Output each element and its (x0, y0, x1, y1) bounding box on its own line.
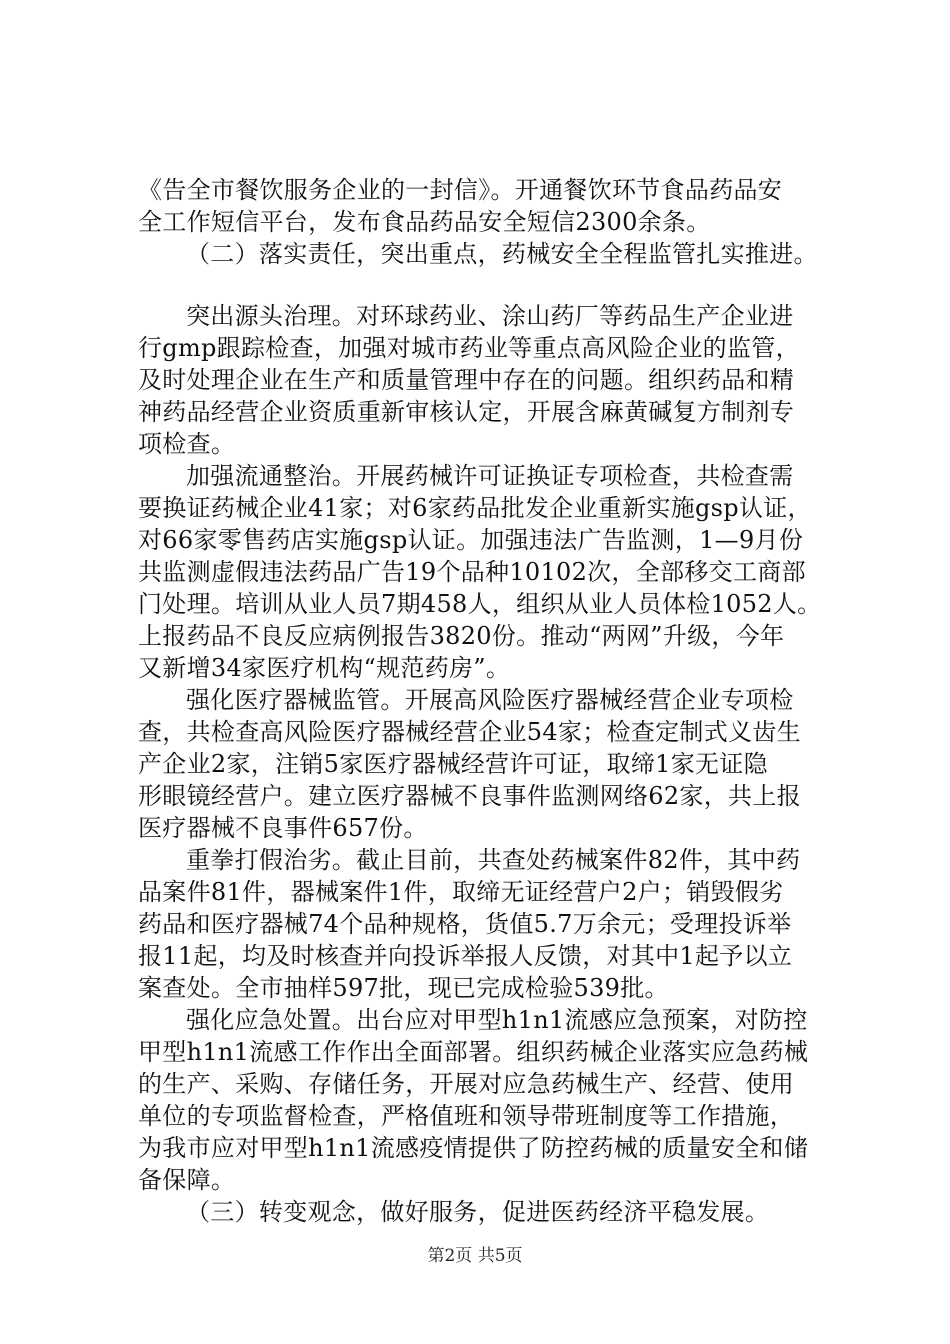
text-line: 形眼镜经营户。建立医疗器械不良事件监测网络62家，共上报 (138, 782, 801, 810)
text-line: 项检查。 (138, 430, 236, 458)
text-line: 全工作短信平台，发布食品药品安全短信2300余条。 (138, 208, 711, 236)
text-line: 案查处。全市抽样597批，现已完成检验539批。 (138, 974, 669, 1002)
text-line: 查，共检查高风险医疗器械经营企业54家；检查定制式义齿生 (138, 718, 801, 746)
text-line: 及时处理企业在生产和质量管理中存在的问题。组织药品和精 (138, 366, 795, 394)
text-line: 单位的专项监督检查，严格值班和领导带班制度等工作措施， (138, 1102, 795, 1130)
text-line: 门处理。培训从业人员7期458人，组织从业人员体检1052人。 (138, 590, 822, 618)
paragraph-start: 加强流通整治。开展药械许可证换证专项检查，共检查需 (186, 462, 794, 490)
text-line: 报11起，均及时核查并向投诉举报人反馈，对其中1起予以立 (138, 942, 793, 970)
paragraph-start: 强化医疗器械监管。开展高风险医疗器械经营企业专项检 (186, 686, 794, 714)
text-line: 行gmp跟踪检查，加强对城市药业等重点高风险企业的监管， (138, 334, 800, 362)
paragraph-start: 强化应急处置。出台应对甲型h1n1流感应急预案，对防控 (186, 1006, 808, 1034)
text-line: 为我市应对甲型h1n1流感疫情提供了防控药械的质量安全和储 (138, 1134, 809, 1162)
paragraph-start: 重拳打假治劣。截止目前，共查处药械案件82件，其中药 (186, 846, 801, 874)
text-line: 要换证药械企业41家；对6家药品批发企业重新实施gsp认证， (138, 494, 812, 522)
text-line: 对66家零售药店实施gsp认证。加强违法广告监测，1—9月份 (138, 526, 804, 554)
paragraph-start: 突出源头治理。对环球药业、涂山药厂等药品生产企业进 (186, 302, 794, 330)
page-number-footer: 第2页 共5页 (427, 1246, 523, 1266)
text-line: 医疗器械不良事件657份。 (138, 814, 428, 842)
text-line: 甲型h1n1流感工作作出全面部署。组织药械企业落实应急药械 (138, 1038, 809, 1066)
text-line: 的生产、采购、存储任务，开展对应急药械生产、经营、使用 (138, 1070, 795, 1098)
section-heading: （二）落实责任，突出重点，药械安全全程监管扎实推进。 (186, 240, 818, 268)
text-line: 又新增34家医疗机构“规范药房”。 (138, 654, 511, 682)
text-line: 品案件81件，器械案件1件，取缔无证经营户2户；销毁假劣 (138, 878, 784, 906)
text-line: 神药品经营企业资质重新审核认定，开展含麻黄碱复方制剂专 (138, 398, 795, 426)
text-line: 药品和医疗器械74个品种规格，货值5.7万余元；受理投诉举 (138, 910, 792, 938)
text-line: 共监测虚假违法药品广告19个品种10102次，全部移交工商部 (138, 558, 806, 586)
section-heading: （三）转变观念，做好服务，促进医药经济平稳发展。 (186, 1198, 770, 1226)
text-line: 上报药品不良反应病例报告3820份。推动“两网”升级，今年 (138, 622, 785, 650)
text-line: 备保障。 (138, 1166, 236, 1194)
text-line: 产企业2家，注销5家医疗器械经营许可证，取缔1家无证隐 (138, 750, 768, 778)
text-line: 《告全市餐饮服务企业的一封信》。开通餐饮环节食品药品安 (138, 176, 783, 204)
